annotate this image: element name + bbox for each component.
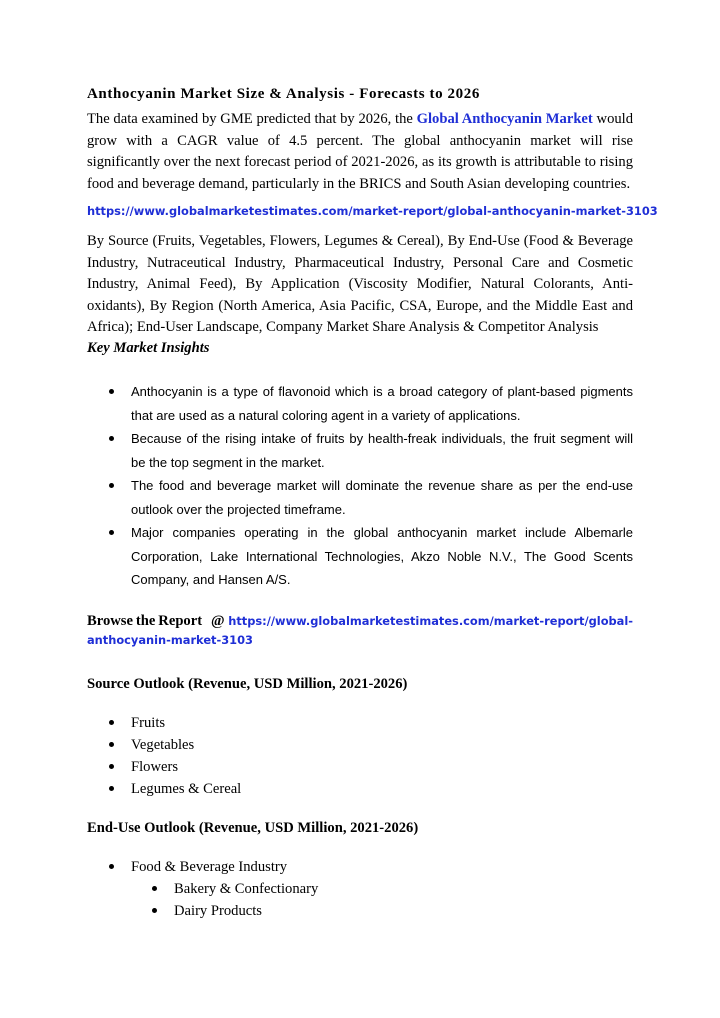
list-item	[87, 900, 633, 922]
at-symbol: @	[211, 613, 225, 629]
list-item	[87, 756, 633, 778]
browse-report-link[interactable]: https://www.globalmarketestimates.com/market-report/global-	[228, 614, 633, 628]
bullet-icon	[109, 530, 114, 535]
bullet-icon	[152, 908, 157, 913]
insights-list	[87, 380, 633, 592]
bullet-icon	[152, 886, 157, 891]
bullet-icon	[109, 436, 114, 441]
browse-word: Browse	[87, 613, 133, 629]
bullet-icon	[109, 786, 114, 791]
key-insights-heading: Key Market Insights	[87, 340, 210, 356]
source-item: Legumes & Cereal	[131, 781, 242, 797]
source-item: Vegetables	[131, 737, 195, 753]
list-item	[87, 778, 633, 800]
bullet-icon	[109, 864, 114, 869]
list-item	[87, 856, 633, 878]
segments-paragraph: By Source (Fruits, Vegetables, Flowers, Legumes & Cereal), By End-Use (Food & Beverage Industry, Nutraceutical Industry, Pharmaceutical Industry, Personal Care and Cosmetic Industry, Animal Feed), By Application (Viscosity Modifier, Natural Colorants, Anti-oxidants), By Region (North America, Asia Pacific, CSA, Europe, and the Middle East and Africa); End-User Landscape, Company Market Share Analysis & Competitor Analysis	[87, 233, 633, 335]
enduse-sub-list	[87, 878, 633, 922]
report-url-link[interactable]: https://www.globalmarketestimates.com/market-report/global-anthocyanin-market-3103	[87, 204, 658, 218]
bullet-icon	[109, 483, 114, 488]
list-item	[87, 712, 633, 734]
bullet-icon	[109, 764, 114, 769]
source-outlook-list	[87, 712, 633, 800]
source-item: Flowers	[131, 759, 179, 775]
intro-text-after: would grow with a CAGR value of 4.5 percent. The global anthocyanin market will rise significantly over the next forecast period of 2021-2026, as its growth is attributable to rising food and beverage demand, particularly in the BRICS and South Asian developing countries.	[87, 111, 634, 192]
insight-text: Anthocyanin is a type of flavonoid which is a broad category of plant-based pigments that are used as a natural coloring agent in a variety of applications.	[131, 384, 633, 423]
source-outlook-heading: Source Outlook (Revenue, USD Million, 2021-2026)	[87, 676, 408, 692]
enduse-outlook-heading: End-Use Outlook (Revenue, USD Million, 2021-2026)	[87, 820, 419, 836]
enduse-sub-item: Bakery & Confectionary	[174, 881, 319, 897]
intro-text-before: The data examined by GME predicted that by 2026, the	[87, 111, 417, 127]
browse-word: the	[135, 613, 156, 629]
insight-text: Major companies operating in the global anthocyanin market include Albemarle Corporation, Lake International Technologies, Akzo Noble N.V., The Good Scents Company, and Hansen A/S.	[131, 525, 633, 587]
bullet-icon	[109, 742, 114, 747]
insight-text: The food and beverage market will dominate the revenue share as per the end-use outlook over the projected timeframe.	[131, 478, 633, 517]
page-title: Anthocyanin Market Size & Analysis - Forecasts to 2026	[87, 86, 480, 102]
list-item	[87, 734, 633, 756]
source-item: Fruits	[131, 715, 166, 731]
browse-report-line	[87, 613, 633, 647]
enduse-outlook-list	[87, 856, 633, 878]
list-item	[87, 427, 633, 474]
list-item	[87, 474, 633, 521]
list-item	[87, 521, 633, 592]
global-anthocyanin-market-link[interactable]: Global Anthocyanin Market	[416, 111, 593, 127]
browse-word: Report	[158, 613, 203, 629]
insight-text: Because of the rising intake of fruits by health-freak individuals, the fruit segment will be the top segment in the market.	[131, 431, 633, 470]
enduse-item: Food & Beverage Industry	[131, 859, 288, 875]
list-item	[87, 878, 633, 900]
bullet-icon	[109, 389, 114, 394]
enduse-sub-item: Dairy Products	[174, 903, 262, 919]
bullet-icon	[109, 720, 114, 725]
browse-report-link-continued[interactable]: anthocyanin-market-3103	[87, 633, 253, 647]
list-item	[87, 380, 633, 427]
intro-paragraph	[87, 109, 633, 195]
